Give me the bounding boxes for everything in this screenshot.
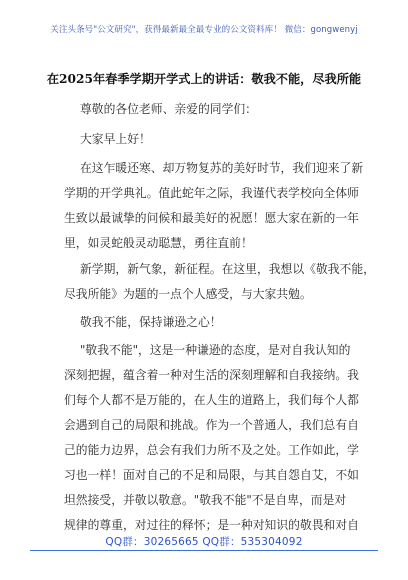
paragraph-line: 深刻把握，蕴含着一种对生活的深刻理解和自我接纳。我 [64, 368, 359, 382]
paragraph-line: 生致以最诚挚的问候和最美好的祝愿！愿大家在新的一年 [64, 211, 359, 225]
section-heading: 敬我不能，保持谦逊之心！ [80, 315, 222, 329]
paragraph-line: 里，如灵蛇般灵动聪慧，勇往直前！ [64, 236, 253, 250]
footer-divider [30, 550, 378, 551]
footer-qq-groups: QQ群：30265665 QQ群：535304092 [105, 536, 303, 548]
paragraph-line: 会遇到自己的局限和挑战。作为一个普通人，我们总有自 [64, 418, 359, 432]
salutation: 尊敬的各位老师、亲爱的同学们： [80, 102, 257, 116]
paragraph-line: 在这乍暖还寒、却万物复苏的美好时节，我们迎来了新 [80, 161, 364, 175]
document-title: 在2025年春季学期开学式上的讲话：敬我不能，尽我所能 [46, 72, 362, 86]
paragraph-line: 们每个人都不是万能的，在人生的道路上，我们每个人都 [64, 393, 359, 407]
paragraph-line: "敬我不能"，这是一种谦逊的态度，是对自我认知的 [80, 343, 351, 357]
paragraph-line: 习也一样！面对自己的不足和局限，与其自怨自艾，不如 [64, 468, 359, 482]
paragraph-line: 规律的尊重，对过往的释怀；是一种对知识的敬畏和对自 [64, 518, 359, 532]
paragraph-line: 坦然接受，并敬以敬意。"敬我不能"不是自卑，而是对 [64, 493, 347, 507]
paragraph-line: 己的能力边界，总会有我们力所不及之处。工作如此，学 [64, 443, 359, 457]
paragraph-line: 尽我所能》为题的一点个人感受，与大家共勉。 [64, 287, 312, 301]
paragraph-line: 学期的开学典礼。值此蛇年之际，我谨代表学校向全体师 [64, 186, 359, 200]
header-promo-note: 关注头条号"公文研究"，获得最新最全最专业的公文资料库！ 微信：gongwenyj [50, 25, 358, 35]
greeting: 大家早上好！ [80, 132, 151, 146]
paragraph-line: 新学期，新气象，新征程。在这里，我想以《敬我不能， [80, 262, 375, 276]
